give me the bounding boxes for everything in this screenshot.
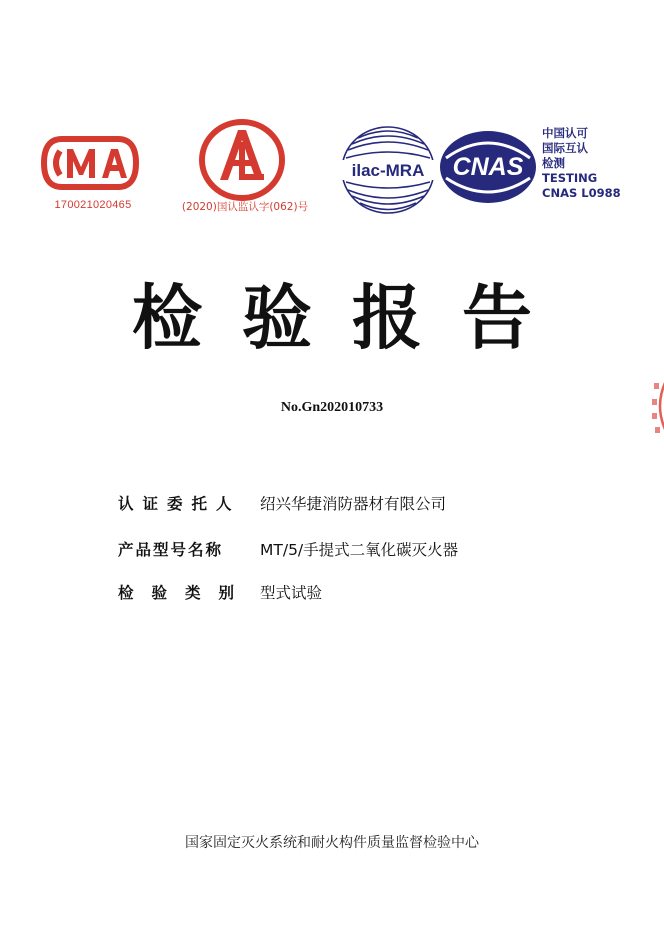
report-number: No.Gn202010733: [280, 400, 384, 415]
field-value: 型式试验: [260, 584, 323, 602]
cnas-line: TESTING: [542, 171, 598, 185]
field-value: MT/5/手提式二氧化碳灭火器: [260, 541, 459, 559]
cal-certificate-number: (2020)国认监认字(062)号: [181, 201, 309, 213]
svg-text:CNAS: CNAS: [452, 153, 524, 181]
field-label: 认证委托人: [118, 495, 241, 513]
stamp-edge: [640, 365, 664, 447]
cma-logo: [40, 133, 140, 193]
cnas-line: CNAS L0988: [542, 186, 621, 200]
field-label: 检验类别: [118, 584, 253, 602]
field-label: 产品型号名称: [118, 541, 224, 559]
ilac-mra-logo: [338, 124, 438, 216]
cnas-line: 国际互认: [542, 141, 588, 155]
cnas-line: 中国认可: [542, 126, 588, 140]
svg-text:ilac-MRA: ilac-MRA: [351, 161, 425, 180]
cnas-accreditation-text: [542, 126, 642, 201]
report-title: 检验报告: [132, 277, 572, 359]
field-value: 绍兴华捷消防器材有限公司: [260, 495, 447, 513]
cal-logo: [196, 116, 288, 204]
cma-certificate-number: 170021020465: [54, 199, 132, 211]
issuing-organization: 国家固定灭火系统和耐火构件质量监督检验中心: [185, 835, 479, 851]
cnas-line: 检测: [542, 156, 565, 170]
cnas-logo: [436, 128, 540, 206]
